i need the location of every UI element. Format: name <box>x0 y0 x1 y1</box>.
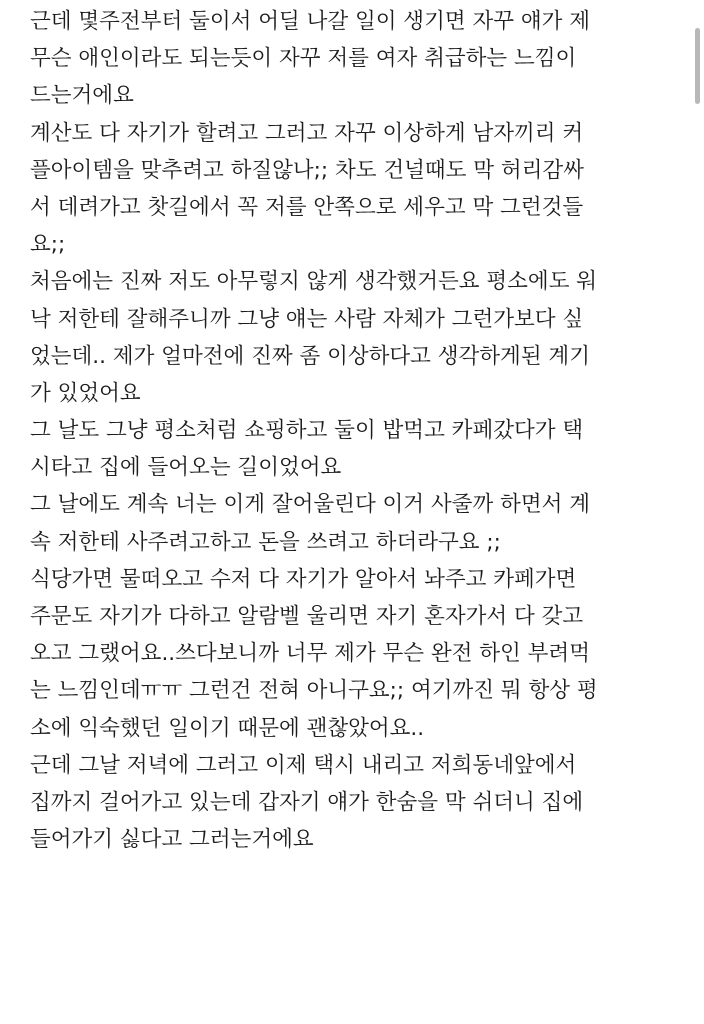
post-line: 시타고 집에 들어오는 길이었어요 <box>30 455 342 481</box>
post-line: 주문도 자기가 다하고 알람벨 울리면 자기 혼자가서 다 갖고 <box>30 604 584 629</box>
post-line: 오고 그랬어요..쓰다보니까 너무 제가 무슨 완전 하인 부려먹 <box>30 641 590 667</box>
post-line: 낙 저한테 잘해주니까 그냥 얘는 사람 자체가 그런가보다 싶 <box>30 306 584 332</box>
post-line: 서 데려가고 찻길에서 꼭 저를 안쪽으로 세우고 막 그런것들 <box>30 194 584 220</box>
post-line: 식당가면 물떠오고 수저 다 자기가 알아서 놔주고 카페가면 <box>30 566 577 592</box>
post-line: 그 날도 그냥 평소처럼 쇼핑하고 둘이 밥먹고 카페갔다가 택 <box>30 418 584 444</box>
post-line: 처음에는 진짜 저도 아무렇지 않게 생각했거든요 평소에도 워 <box>30 269 598 295</box>
post-line: 속 저한테 사주려고하고 돈을 쓰려고 하더라구요 ;; <box>30 529 501 555</box>
post-body <box>30 3 690 858</box>
post-line: 들어가기 싫다고 그러는거에요 <box>30 827 314 853</box>
post-line: 는 느낌인데ㅠㅠ 그런건 전혀 아니구요;; 여기까진 뭐 항상 평 <box>30 678 598 704</box>
post-line: 소에 익숙했던 일이기 때문에 괜찮았어요.. <box>30 715 425 741</box>
post-line: 었는데.. 제가 얼마전에 진짜 좀 이상하다고 생각하게된 계기 <box>30 343 590 369</box>
post-line: 근데 몇주전부터 둘이서 어딜 나갈 일이 생기면 자꾸 얘가 제 <box>30 9 590 34</box>
post-line: 드는거에요 <box>30 83 134 109</box>
scrollbar[interactable] <box>692 0 704 1024</box>
post-line: 가 있었어요 <box>30 380 141 406</box>
post-line: 플아이템을 맞추려고 하질않나;; 차도 건널때도 막 허리감싸 <box>30 157 584 183</box>
post-line: 요;; <box>30 232 66 258</box>
scrollbar-thumb[interactable] <box>695 28 700 104</box>
post-line: 계산도 다 자기가 할려고 그러고 자꾸 이상하게 남자끼리 커 <box>30 120 584 146</box>
post-line: 집까지 걸어가고 있는데 갑자기 얘가 한숨을 막 쉬더니 집에 <box>30 789 584 815</box>
post-line: 무슨 애인이라도 되는듯이 자꾸 저를 여자 취급하는 느낌이 <box>30 46 577 72</box>
post-line: 그 날에도 계속 너는 이게 잘어울린다 이거 사줄까 하면서 계 <box>30 492 590 518</box>
post-line: 근데 그날 저녁에 그러고 이제 택시 내리고 저희동네앞에서 <box>30 752 577 778</box>
